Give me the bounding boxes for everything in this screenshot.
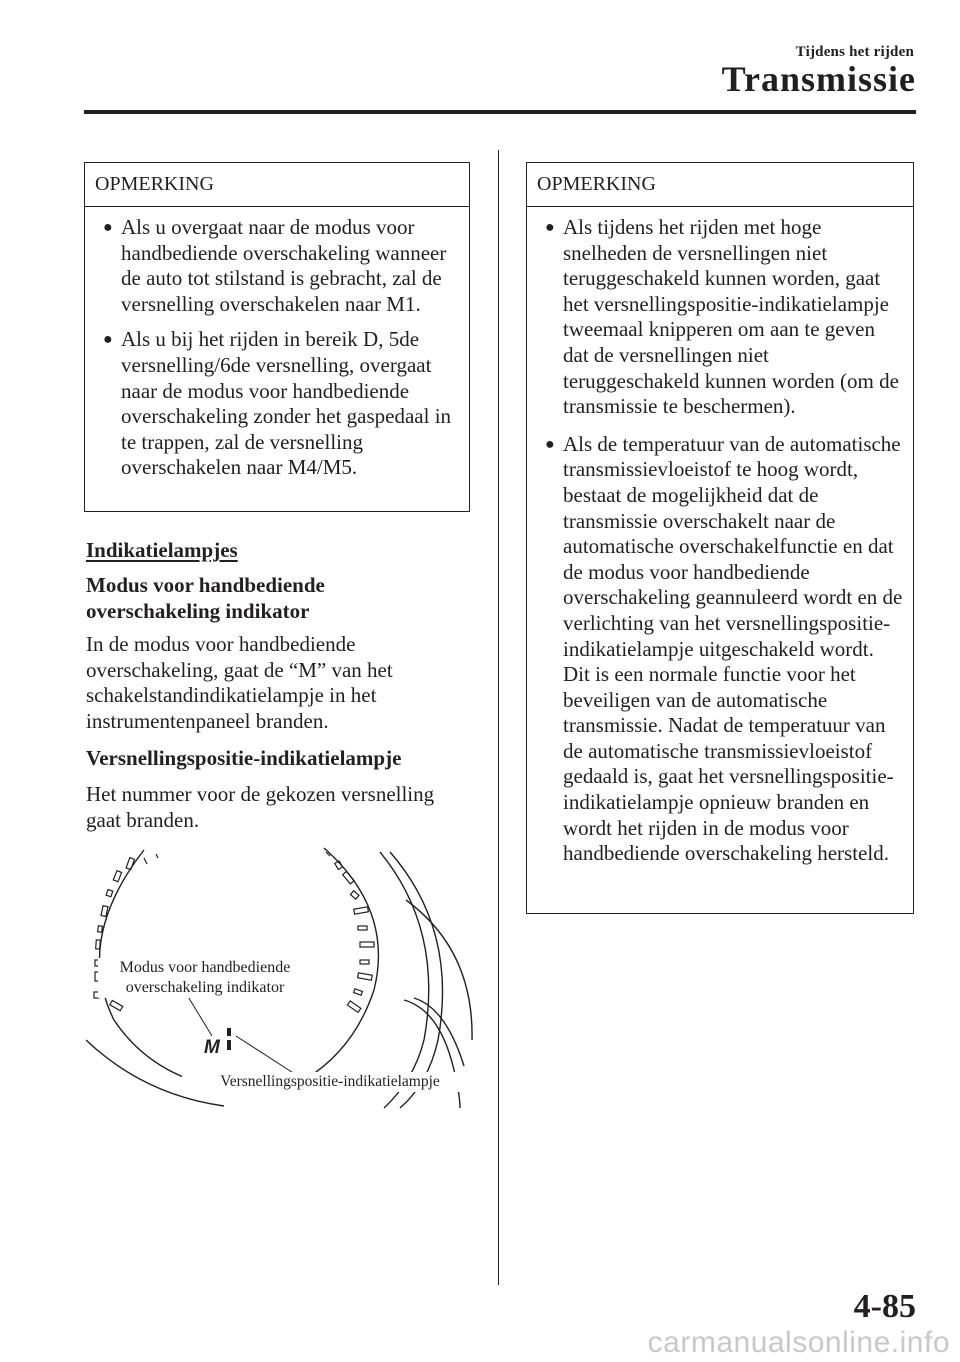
note-list bbox=[85, 207, 469, 495]
bullet-icon: ● bbox=[545, 219, 555, 236]
header-rule bbox=[84, 110, 916, 114]
section-label: Tijdens het rijden bbox=[795, 44, 914, 60]
subsection-heading: Modus voor handbediende overschakeling indikator bbox=[86, 573, 325, 623]
note-text: Als de temperatuur van de automatische transmissievloeistof te hoog wordt, bestaat de mogelijkheid dat de transmissie overschakelt naar de automatische overschakelfunctie en dat de modus voor handbediende overschakeling geannuleerd wordt en de verlichting van het versnellingspositie-indikatielampje uitgeschakeld wordt. Dit is een normale functie voor het beveiligen van de automatische transmissie. Nadat de temperatuur van de automatische transmissievloeistof gedaald is, gaat het versnellingspositie-indikatielampje opnieuw branden en wordt het rijden in de modus voor handbediende overschakeling hersteld. bbox=[563, 431, 903, 866]
watermark: carmanualsonline.info bbox=[647, 1326, 950, 1359]
indicator-letter: M bbox=[204, 1037, 220, 1058]
right-note-box bbox=[526, 162, 914, 914]
instrument-cluster-figure bbox=[84, 840, 476, 1110]
paragraph: In de modus voor handbediende overschakeling, gaat de “M” van het schakelstandindikatielampje in het instrumentenpaneel branden. bbox=[86, 632, 393, 733]
note-heading: OPMERKING bbox=[85, 163, 469, 207]
list-item bbox=[541, 215, 903, 420]
note-heading: OPMERKING bbox=[527, 163, 913, 207]
paragraph: Het nummer voor de gekozen versnelling gaat branden. bbox=[86, 782, 435, 832]
page-title: Transmissie bbox=[721, 59, 916, 99]
callout-mode-indicator: Modus voor handbediende overschakeling indikator bbox=[98, 958, 312, 998]
left-note-box bbox=[84, 162, 470, 512]
column-divider bbox=[498, 150, 499, 1285]
section-title: Indikatielampjes bbox=[86, 538, 238, 562]
page-number: 4-85 bbox=[853, 1288, 916, 1325]
list-item bbox=[541, 432, 903, 867]
note-text: Als u overgaat naar de modus voor handbediende overschakeling wanneer de auto tot stilstand is gebracht, zal de versnelling overschakelen naar M1. bbox=[121, 215, 447, 316]
subsection-heading: Versnellingspositie-indikatielampje bbox=[86, 746, 402, 770]
bullet-icon: ● bbox=[103, 331, 113, 349]
list-item bbox=[99, 327, 459, 481]
bullet-icon: ● bbox=[545, 435, 555, 453]
callout-gear-indicator: Versnellingspositie-indikatielampje bbox=[182, 1072, 478, 1092]
note-text: Als u bij het rijden in bereik D, 5de versnelling/6de versnelling, overgaat naar de modus voor handbediende overschakeling zonder het gaspedaal in te trappen, zal de versnelling overschakelen naar M4/M5. bbox=[121, 327, 452, 480]
bullet-icon: ● bbox=[103, 219, 113, 236]
list-item bbox=[99, 215, 459, 317]
note-list bbox=[527, 207, 913, 881]
note-text: Als tijdens het rijden met hoge snelheden de versnellingen niet teruggeschakeld kunnen worden, gaat het versnellingspositie-indikatielampje tweemaal knipperen om aan te geven dat de versnellingen niet teruggeschakeld kunnen worden (om de transmissie te beschermen). bbox=[563, 215, 899, 419]
